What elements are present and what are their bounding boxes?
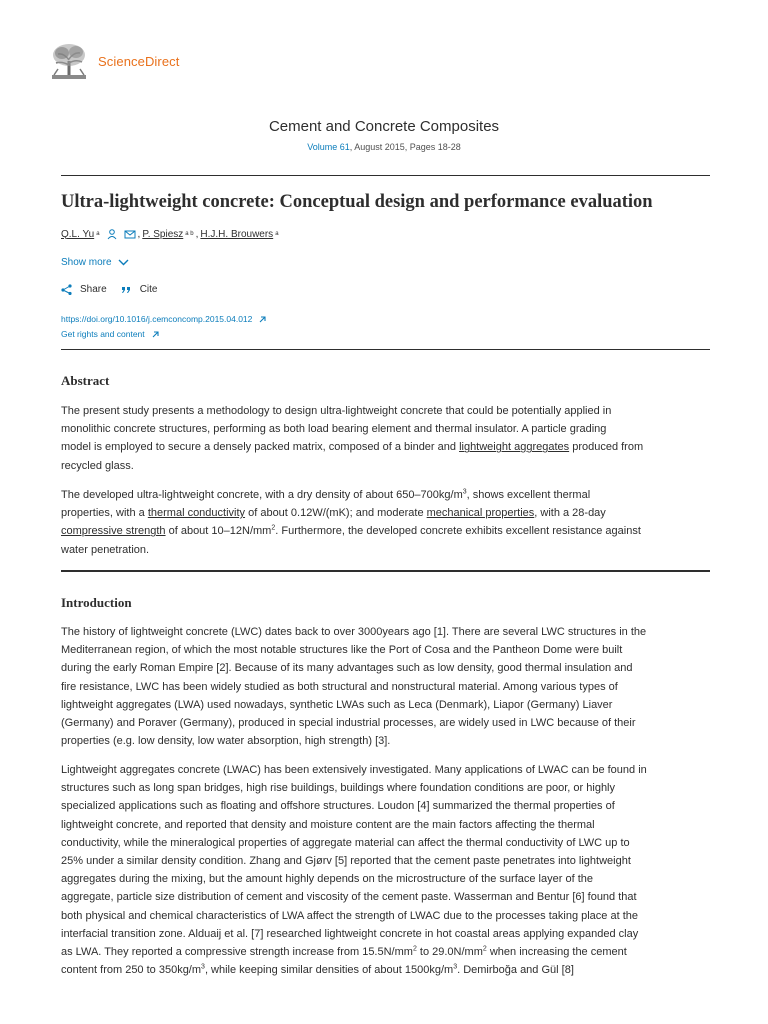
text-line: Lightweight aggregates concrete (LWAC) has been extensively investigated. Many applications of LWAC can be found in	[61, 764, 647, 776]
article-title: Ultra-lightweight concrete: Conceptual design and performance evaluation	[61, 192, 653, 212]
text-line	[61, 486, 713, 504]
text-line	[61, 943, 713, 961]
show-more-button[interactable]	[61, 257, 129, 268]
share-label: Share	[80, 284, 107, 295]
author-link[interactable]: P. Spiesz	[142, 228, 184, 240]
introduction-heading: Introduction	[61, 595, 132, 610]
text-run: when increasing the cement	[486, 946, 627, 959]
superscript: 2	[482, 945, 487, 953]
text-run: as LWA. They reported a compressive strength increase from 15.5N/mm	[61, 946, 413, 959]
text-run: properties, with a	[61, 507, 148, 520]
email-icon[interactable]	[124, 228, 136, 240]
text-run: of about 0.12W/(mK); and moderate	[245, 507, 427, 520]
affiliation-marker[interactable]: a	[275, 231, 279, 237]
external-link-icon	[258, 315, 267, 324]
text-line: properties (e.g. low density, low water absorption, high strength) [3].	[61, 735, 391, 748]
author-separator: ,	[137, 228, 141, 240]
external-link-icon	[151, 330, 160, 339]
text-line: interfacial transition zone. Alduaij et al. [7] researched lightweight concrete in hot coastal areas applying expanded clay	[61, 927, 639, 940]
show-more-label: Show more	[61, 257, 112, 268]
divider	[61, 175, 710, 176]
superscript: 3	[453, 963, 458, 971]
introduction-paragraph	[61, 623, 713, 750]
cite-button[interactable]	[121, 284, 158, 295]
text-line: lightweight aggregates (LWA) used nowadays, synthetic LWAs such as Leca (Denmark), Liapor (Germany) Liaver	[61, 698, 613, 711]
superscript: 2	[271, 524, 276, 532]
text-run: , with a 28-day	[534, 507, 606, 520]
text-line: recycled glass.	[61, 459, 134, 472]
author-separator: ,	[195, 228, 199, 240]
person-icon[interactable]	[106, 228, 118, 240]
sciencedirect-wordmark[interactable]: ScienceDirect	[98, 53, 180, 69]
text-line: conductivity, while the mineralogical properties of aggregate material can affect the thermal conductivity of LWC up to	[61, 836, 630, 849]
text-line: lightweight concrete, and reported that density and moisture content are the main factors affecting the thermal	[61, 818, 595, 831]
share-button[interactable]	[61, 284, 107, 295]
text-line: The history of lightweight concrete (LWC) dates back to over 3000years ago [1]. There are several LWC structures in the	[61, 626, 647, 638]
text-run: model is employed to secure a densely packed matrix, composed of a binder and	[61, 441, 460, 454]
abstract-heading: Abstract	[61, 373, 110, 388]
site-header	[48, 40, 180, 82]
affiliation-marker[interactable]: a b	[185, 231, 194, 237]
text-line: The present study presents a methodology to design ultra-lightweight concrete that could be potentially applied in	[61, 405, 612, 417]
text-line: aggregate, particle size distribution of cement and viscosity of the cement paste. Wasserman and Bentur [6] found that	[61, 891, 637, 904]
text-run: , while keeping similar densities of about 1500kg/m	[204, 964, 454, 977]
article-actions	[61, 284, 171, 295]
divider	[61, 570, 710, 572]
volume-link[interactable]: Volume 61	[307, 142, 350, 152]
cite-label: Cite	[139, 284, 158, 295]
topic-link[interactable]: thermal conductivity	[147, 507, 246, 520]
divider	[61, 349, 710, 350]
volume-line	[0, 142, 768, 152]
introduction-paragraph	[61, 761, 713, 979]
text-run: The developed ultra-lightweight concrete, with a dry density of about 650–700kg/m	[61, 489, 463, 501]
elsevier-tree-logo[interactable]	[48, 41, 90, 81]
text-line: (Germany) and Poraver (Germany), produced in special industrial processes, are widely used in LWC because of their	[61, 717, 636, 730]
text-line	[61, 504, 713, 522]
text-line: Mediterranean region, of which the most notable structures like the Port of Cosa and the Pantheon Dome were built	[61, 644, 623, 657]
journal-name[interactable]: Cement and Concrete Composites	[268, 118, 500, 135]
topic-link[interactable]: compressive strength	[61, 525, 166, 538]
text-line: specialized applications such as floating and offshore structures. Loudon [4] summarized the thermal properties of	[61, 800, 615, 813]
text-line: 25% under a similar density condition. Zhang and Gjørv [5] reported that the cement paste penetrates into lightweight	[61, 855, 631, 868]
text-line: aggregates during the mixing, but the amount highly depends on the microstructure of the surface layer of the	[61, 873, 593, 886]
quote-icon	[121, 285, 132, 294]
text-run: to 29.0N/mm	[416, 946, 483, 959]
text-run: content from 250 to 350kg/m	[61, 964, 202, 977]
abstract-paragraph	[61, 402, 713, 475]
rights-link[interactable]	[61, 329, 160, 339]
rights-text: Get rights and content	[61, 329, 145, 339]
doi-link[interactable]	[61, 314, 267, 324]
text-run: . Furthermore, the developed concrete exhibits excellent resistance against	[275, 525, 641, 538]
text-line: monolithic concrete structures, performing as both load bearing element and thermal insulator. A particle grading	[61, 423, 607, 436]
doi-text: https://doi.org/10.1016/j.cemconcomp.2015.04.012	[61, 314, 253, 324]
superscript: 2	[412, 945, 417, 953]
author-list	[61, 228, 279, 240]
abstract-paragraph	[61, 486, 713, 559]
text-run: . Demirboğa and Gül [8]	[457, 964, 574, 977]
superscript: 3	[462, 488, 467, 496]
text-line: both physical and chemical characteristics of LWA affect the strength of LWAC due to the processes taking place at the	[61, 909, 638, 922]
superscript: 3	[201, 963, 205, 971]
author-link[interactable]: H.J.H. Brouwers	[200, 228, 274, 240]
text-run: , shows excellent thermal	[466, 489, 591, 501]
text-line: fire resistance, LWC has been widely studied as both structural and nonstructural material. Among various types of	[61, 680, 618, 693]
text-line: structures such as long span bridges, high rise buildings, buildings where foundation conditions are poor, or highly	[61, 782, 616, 795]
text-line	[61, 961, 713, 979]
topic-link[interactable]: mechanical properties	[426, 507, 535, 520]
share-icon	[61, 284, 72, 295]
text-line	[61, 522, 713, 540]
author-link[interactable]: Q.L. Yu	[61, 228, 95, 240]
text-line	[61, 438, 713, 456]
text-run: of about 10–12N/mm	[165, 525, 272, 538]
chevron-down-icon	[118, 259, 129, 266]
text-line: water penetration.	[61, 543, 150, 556]
affiliation-marker[interactable]: a	[96, 231, 100, 237]
topic-link[interactable]: lightweight aggregates	[459, 441, 570, 454]
volume-details: , August 2015, Pages 18-28	[349, 142, 461, 152]
text-line: during the early Roman Empire [2]. Because of its many advantages such as low density, good thermal insulation and	[61, 662, 633, 675]
text-run: produced from	[569, 441, 644, 454]
